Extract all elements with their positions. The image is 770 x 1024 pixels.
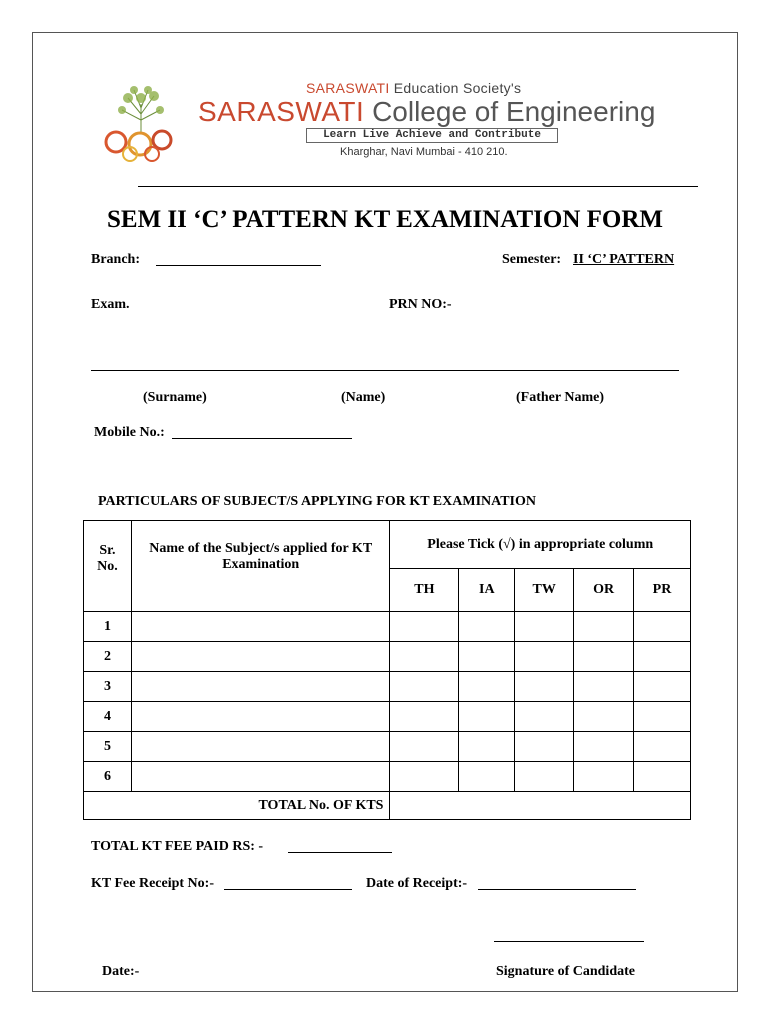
mobile-field[interactable]	[172, 438, 352, 439]
pr-tick-cell[interactable]	[634, 612, 691, 642]
ia-tick-cell[interactable]	[459, 732, 515, 762]
subject-name-header: Name of the Subject/s applied for KT Examination	[131, 521, 390, 612]
th-tick-cell[interactable]	[390, 642, 459, 672]
receipt-no-field[interactable]	[224, 889, 352, 890]
subject-name-cell[interactable]	[131, 642, 390, 672]
college-location: Kharghar, Navi Mumbai - 410 210.	[340, 146, 508, 158]
sr-no-cell: 2	[84, 642, 132, 672]
society-name: SARASWATI Education Society's	[306, 80, 522, 96]
pr-tick-cell[interactable]	[634, 732, 691, 762]
pr-tick-cell[interactable]	[634, 762, 691, 792]
signature-label: Signature of Candidate	[496, 964, 635, 979]
th-tick-cell[interactable]	[390, 702, 459, 732]
table-row	[84, 642, 691, 672]
receipt-no-label: KT Fee Receipt No:-	[91, 876, 214, 891]
tw-tick-cell[interactable]	[515, 732, 574, 762]
name-label: (Name)	[341, 390, 386, 405]
or-tick-cell[interactable]	[574, 732, 634, 762]
th-tick-cell[interactable]	[390, 762, 459, 792]
total-row	[84, 792, 691, 820]
ia-tick-cell[interactable]	[459, 672, 515, 702]
kt-subjects-table	[83, 520, 691, 820]
pr-tick-cell[interactable]	[634, 672, 691, 702]
fee-paid-field[interactable]	[288, 852, 392, 853]
tw-tick-cell[interactable]	[515, 702, 574, 732]
th-tick-cell[interactable]	[390, 672, 459, 702]
sr-no-header: Sr. No.	[84, 521, 132, 612]
subject-name-cell[interactable]	[131, 702, 390, 732]
ia-tick-cell[interactable]	[459, 762, 515, 792]
branch-field[interactable]	[156, 265, 321, 266]
ia-tick-cell[interactable]	[459, 642, 515, 672]
col-header-th: TH	[390, 569, 459, 612]
col-header-or: OR	[574, 569, 634, 612]
semester-value: II ‘C’ PATTERN	[573, 252, 675, 267]
tick-instruction-header: Please Tick (√) in appropriate column	[390, 521, 691, 569]
subject-name-cell[interactable]	[131, 612, 390, 642]
college-tagline: Learn Live Achieve and Contribute	[306, 128, 558, 143]
tw-tick-cell[interactable]	[515, 762, 574, 792]
subject-name-cell[interactable]	[131, 732, 390, 762]
pr-tick-cell[interactable]	[634, 702, 691, 732]
sr-no-cell: 6	[84, 762, 132, 792]
th-tick-cell[interactable]	[390, 612, 459, 642]
table-row	[84, 612, 691, 642]
sr-no-cell: 5	[84, 732, 132, 762]
or-tick-cell[interactable]	[574, 672, 634, 702]
total-kts-label: TOTAL No. OF KTS	[84, 792, 390, 820]
table-row	[84, 702, 691, 732]
father-name-label: (Father Name)	[516, 390, 604, 405]
subject-name-cell[interactable]	[131, 762, 390, 792]
th-tick-cell[interactable]	[390, 732, 459, 762]
ia-tick-cell[interactable]	[459, 612, 515, 642]
tw-tick-cell[interactable]	[515, 642, 574, 672]
pr-tick-cell[interactable]	[634, 642, 691, 672]
or-tick-cell[interactable]	[574, 702, 634, 732]
fee-paid-label: TOTAL KT FEE PAID RS: -	[91, 839, 264, 854]
signature-line[interactable]	[494, 941, 644, 942]
header-divider	[138, 186, 698, 187]
col-header-pr: PR	[634, 569, 691, 612]
total-kts-value[interactable]	[390, 792, 691, 820]
col-header-ia: IA	[459, 569, 515, 612]
or-tick-cell[interactable]	[574, 762, 634, 792]
branch-label: Branch:	[91, 252, 140, 267]
or-tick-cell[interactable]	[574, 612, 634, 642]
full-name-field[interactable]	[91, 370, 679, 371]
tw-tick-cell[interactable]	[515, 672, 574, 702]
ia-tick-cell[interactable]	[459, 702, 515, 732]
subject-name-cell[interactable]	[131, 672, 390, 702]
or-tick-cell[interactable]	[574, 642, 634, 672]
mobile-label: Mobile No.:	[94, 425, 165, 440]
tw-tick-cell[interactable]	[515, 612, 574, 642]
sr-no-cell: 3	[84, 672, 132, 702]
table-row	[84, 732, 691, 762]
college-logo-icon	[96, 84, 186, 164]
surname-label: (Surname)	[143, 390, 207, 405]
table-row	[84, 672, 691, 702]
form-title: SEM II ‘C’ PATTERN KT EXAMINATION FORM	[106, 206, 664, 233]
college-name: SARASWATI College of Engineering	[198, 96, 656, 127]
sr-no-cell: 4	[84, 702, 132, 732]
col-header-tw: TW	[515, 569, 574, 612]
prn-label: PRN NO:-	[389, 297, 452, 312]
receipt-date-field[interactable]	[478, 889, 636, 890]
date-label: Date:-	[102, 964, 140, 979]
semester-label: Semester:	[502, 252, 562, 267]
table-row	[84, 762, 691, 792]
section-title: PARTICULARS OF SUBJECT/S APPLYING FOR KT EXAMINATION	[98, 494, 536, 509]
receipt-date-label: Date of Receipt:-	[366, 876, 468, 891]
sr-no-cell: 1	[84, 612, 132, 642]
exam-label: Exam.	[91, 297, 130, 312]
